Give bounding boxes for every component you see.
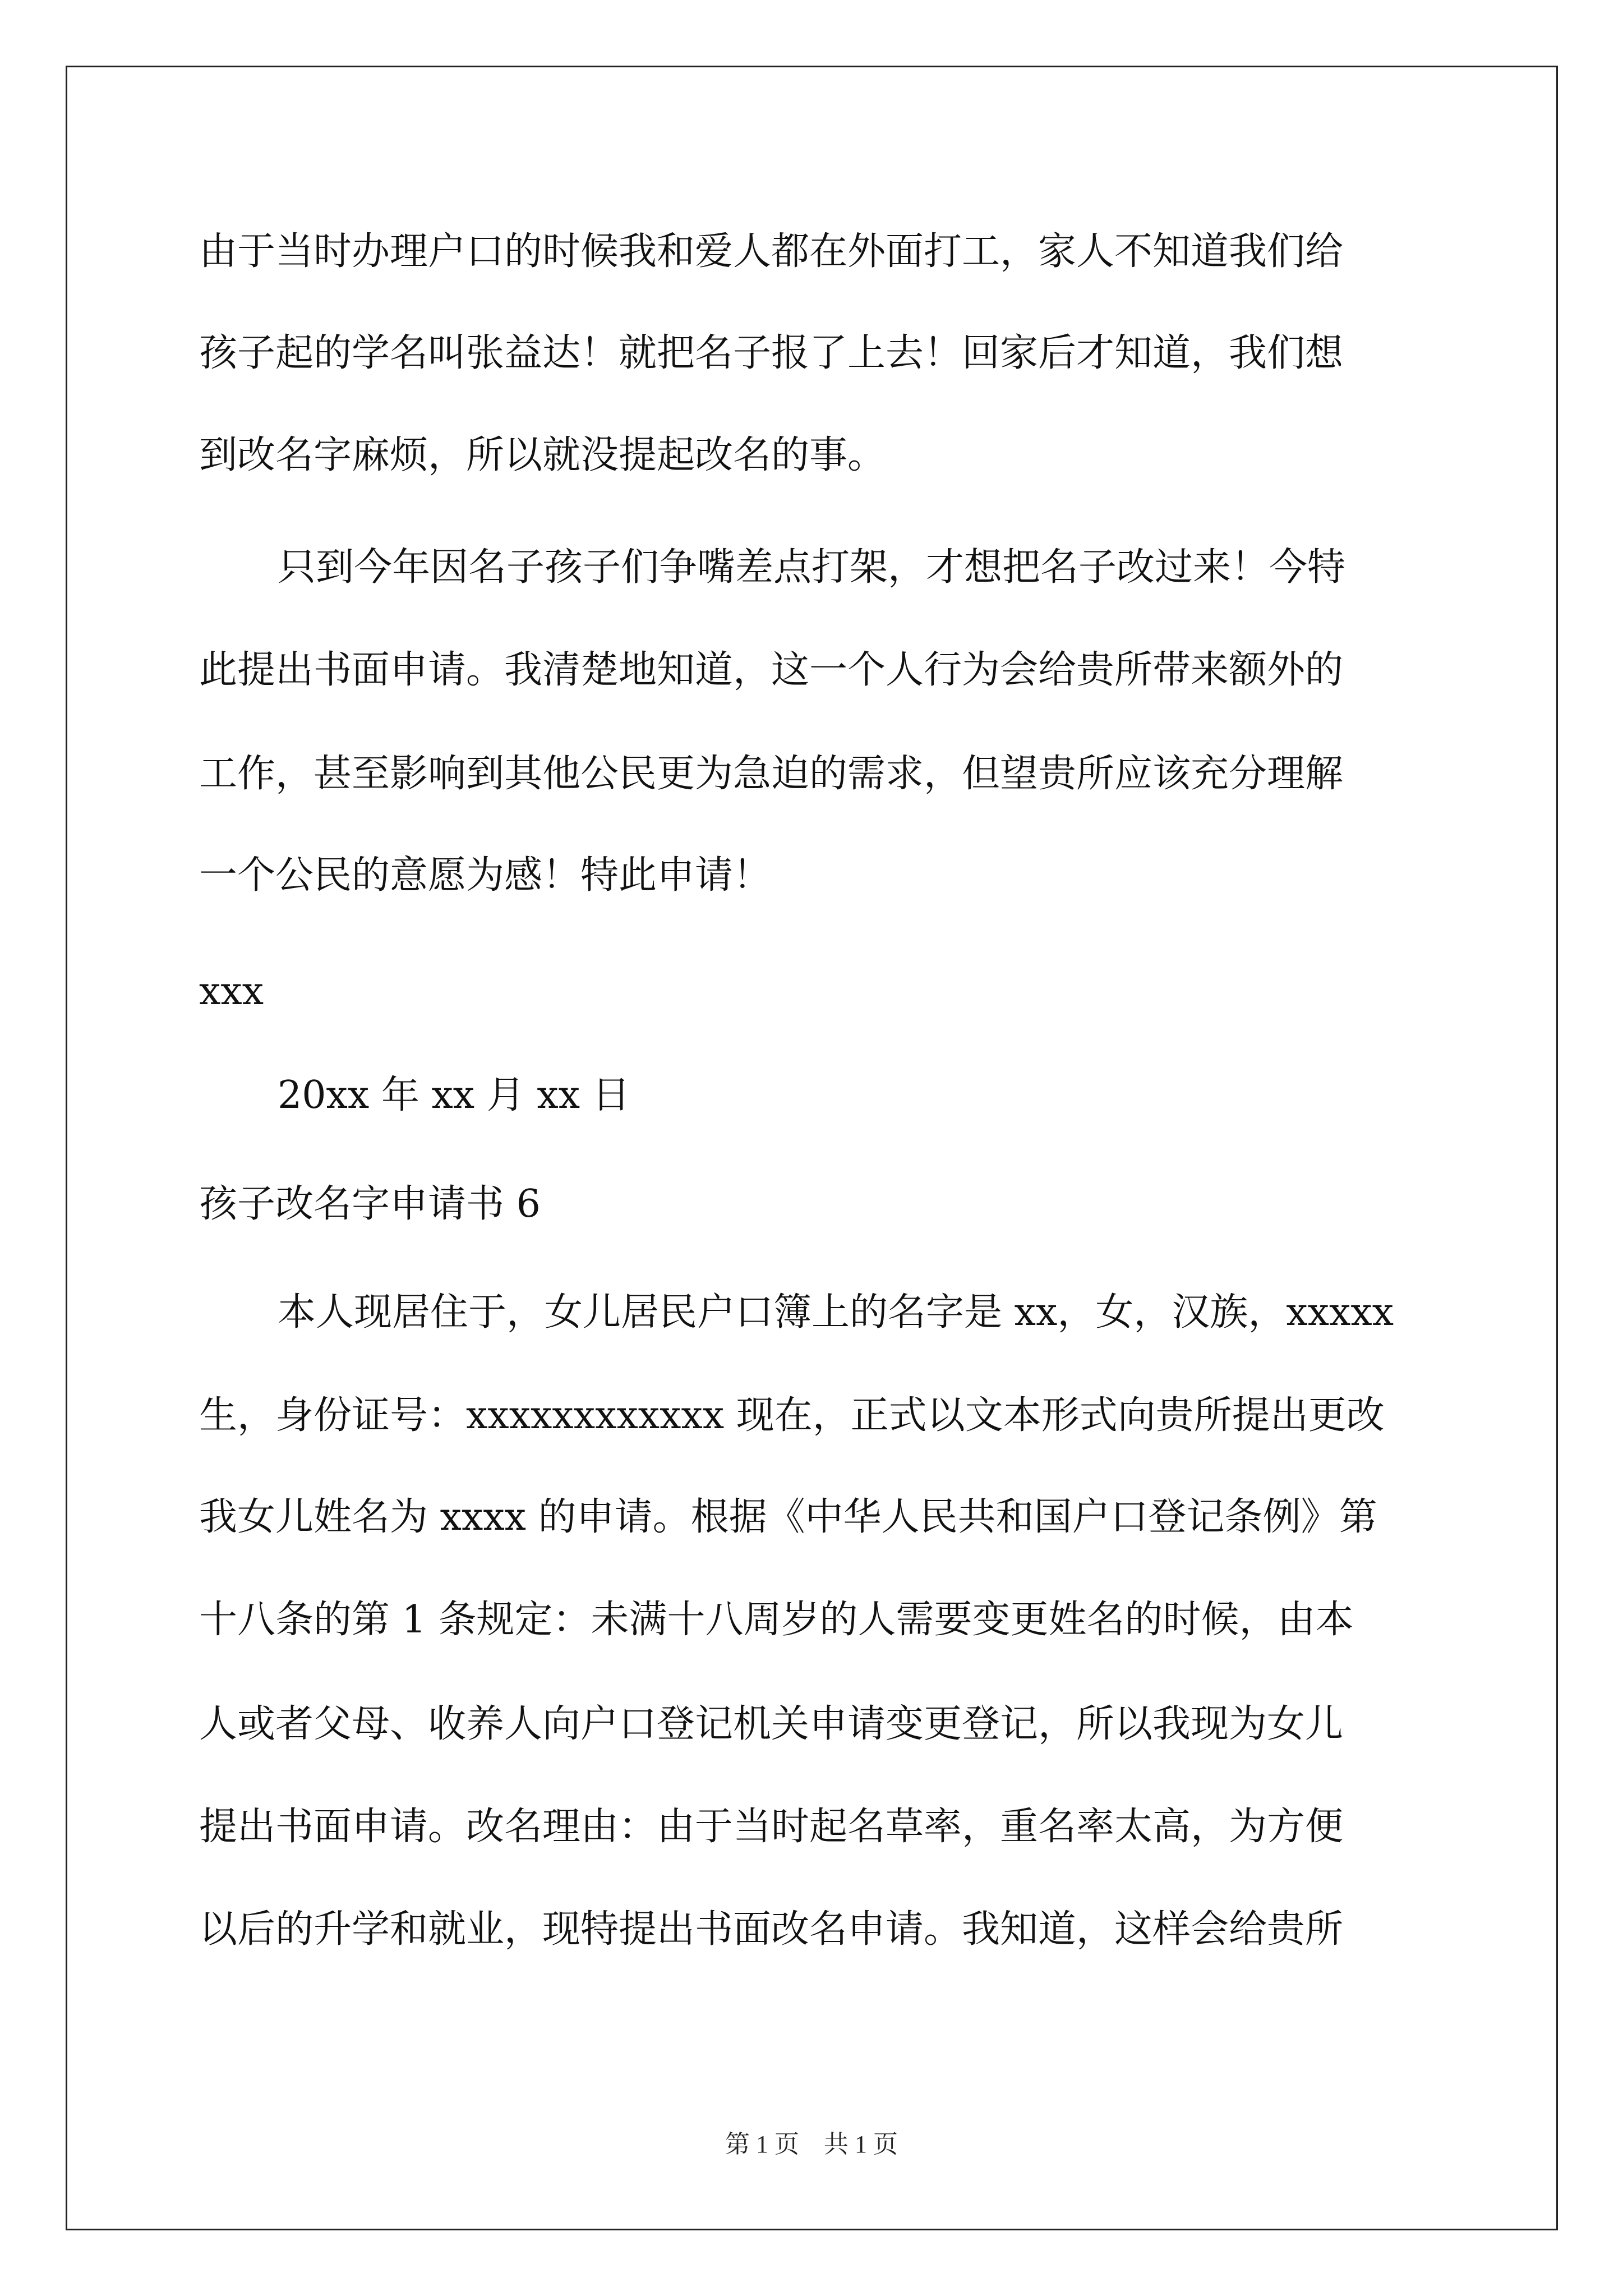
text-line-9: 生，身份证号：xxxxxxxxxxxx 现在，正式以文本形式向贵所提出更改 [199, 1393, 1385, 1438]
text-line-4: 只到今年因名子孩子们争嘴差点打架，才想把名子改过来！今特 [278, 545, 1346, 590]
section-heading: 孩子改名字申请书 6 [199, 1182, 541, 1226]
signature-name: xxx [199, 969, 264, 1014]
text-line-10: 我女儿姓名为 xxxx 的申请。根据《中华人民共和国户口登记条例》第 [199, 1495, 1377, 1539]
text-line-2: 孩子起的学名叫张益达！就把名子报了上去！回家后才知道，我们想 [199, 331, 1344, 375]
text-line-8: 本人现居住于，女儿居民户口簿上的名字是 xx，女，汉族，xxxxx [278, 1290, 1394, 1335]
signature-date: 20xx 年 xx 月 xx 日 [278, 1073, 630, 1117]
text-line-12: 人或者父母、收养人向户口登记机关申请变更登记，所以我现为女儿 [199, 1702, 1344, 1746]
text-line-11: 十八条的第 1 条规定：未满十八周岁的人需要变更姓名的时候，由本 [199, 1598, 1354, 1642]
text-line-3: 到改名字麻烦，所以就没提起改名的事。 [199, 433, 886, 477]
text-line-7: 一个公民的意愿为感！特此申请！ [199, 853, 772, 898]
text-line-14: 以后的升学和就业，现特提出书面改名申请。我知道，这样会给贵所 [199, 1907, 1344, 1952]
text-line-5: 此提出书面申请。我清楚地知道，这一个人行为会给贵所带来额外的 [199, 648, 1344, 692]
text-line-6: 工作，甚至影响到其他公民更为急迫的需求，但望贵所应该充分理解 [199, 752, 1344, 796]
text-line-1: 由于当时办理户口的时候我和爱人都在外面打工，家人不知道我们给 [199, 229, 1344, 274]
page-indicator: 第 1 页 共 1 页 [725, 2131, 898, 2158]
page-border [66, 66, 1558, 2230]
text-line-13: 提出书面申请。改名理由：由于当时起名草率，重名率太高，为方便 [199, 1805, 1344, 1849]
